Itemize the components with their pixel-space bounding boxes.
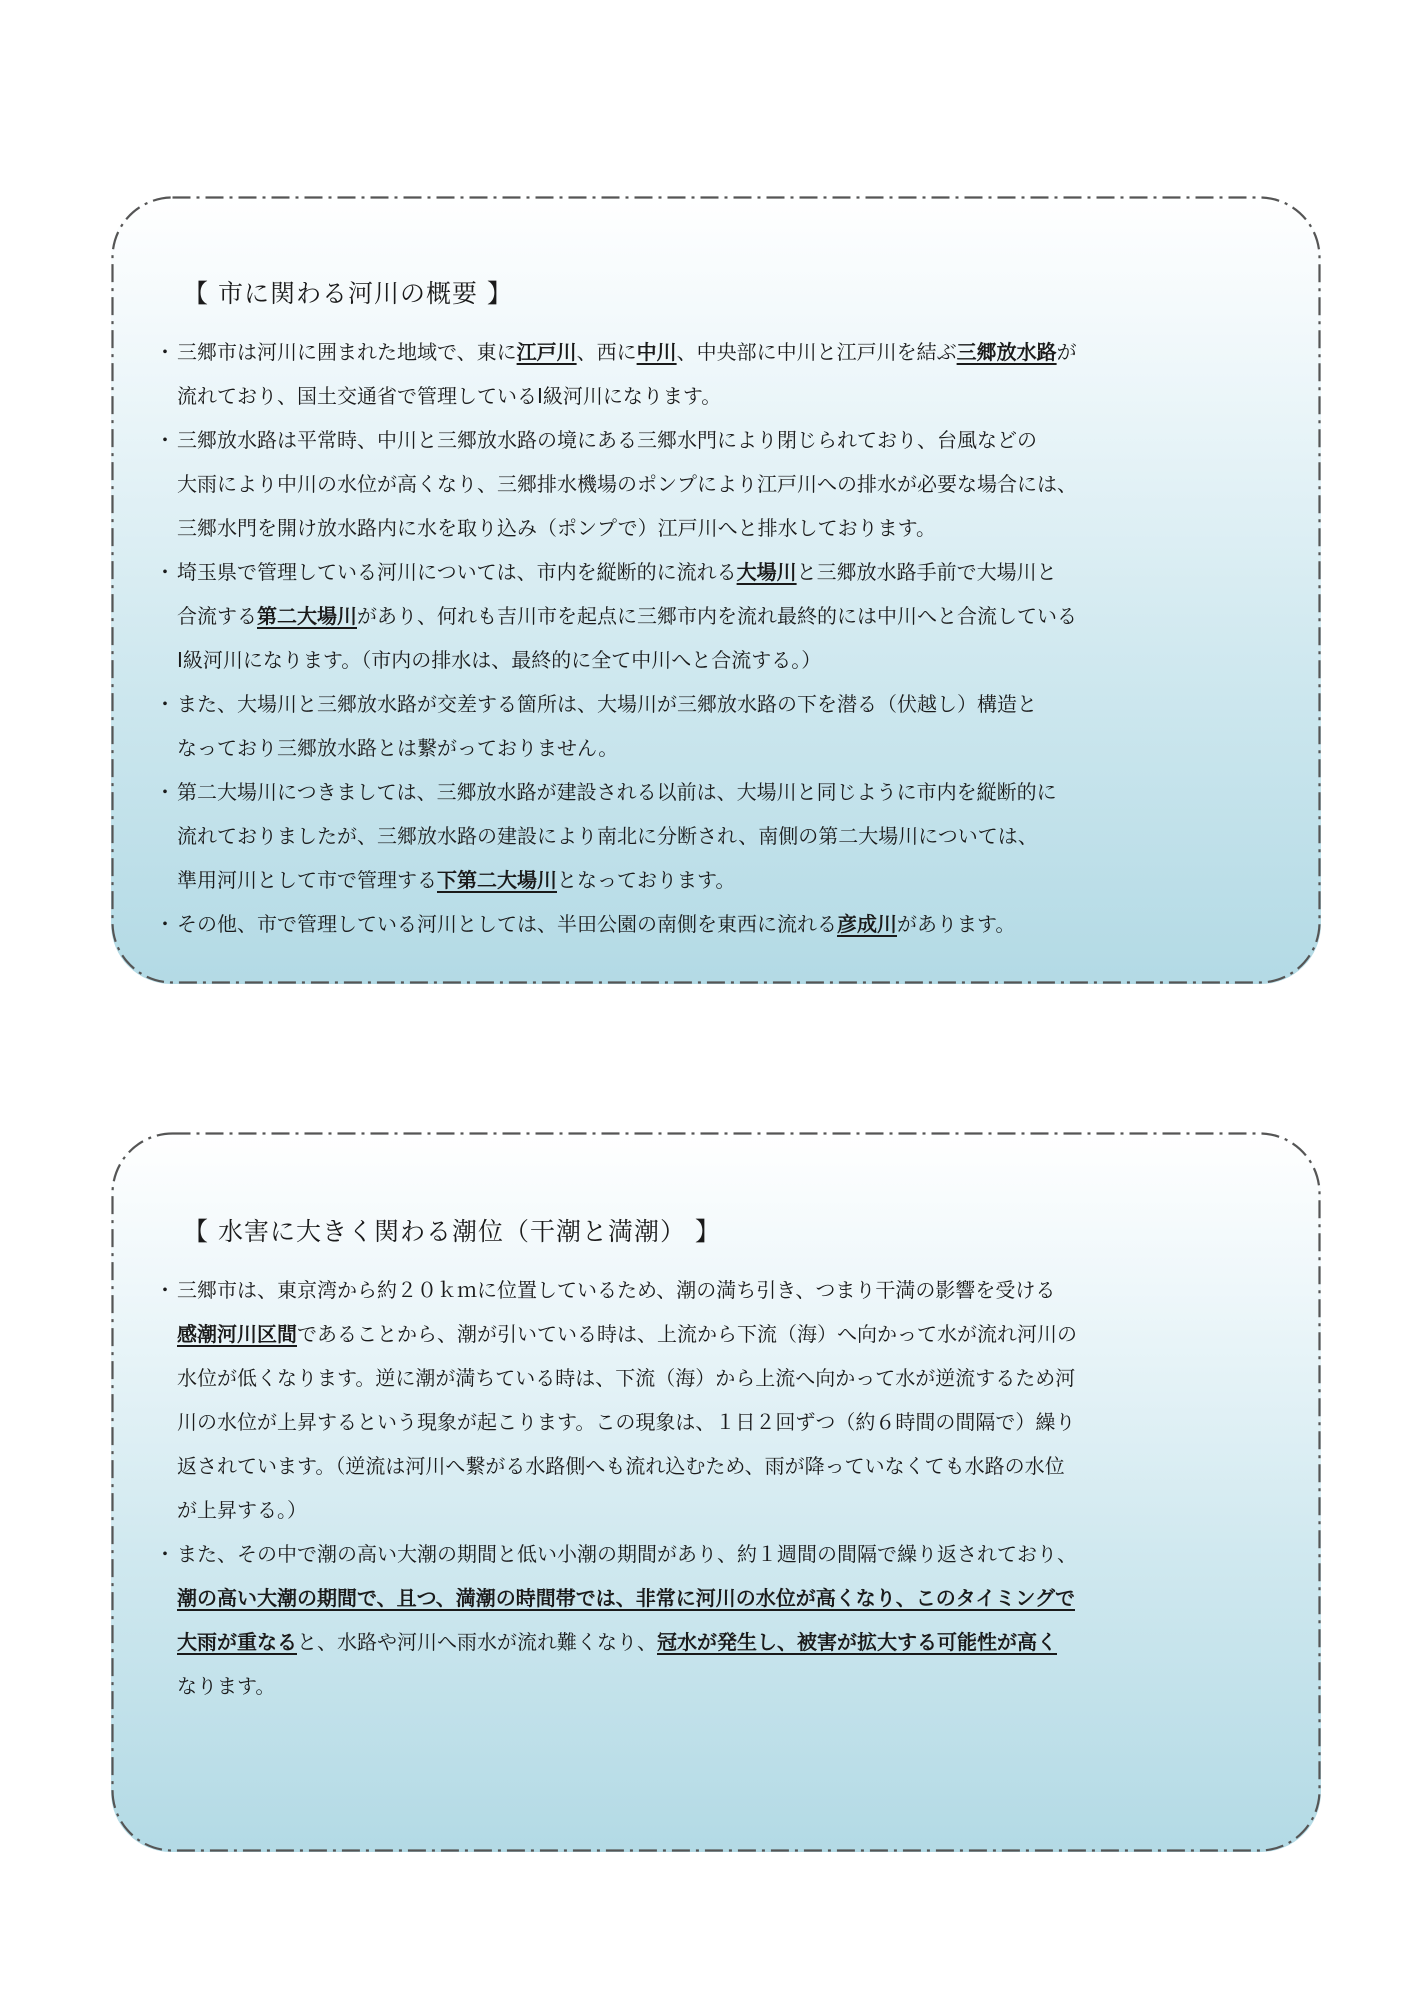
text-line <box>177 550 1307 594</box>
section-body <box>151 1268 1307 1708</box>
text-segment: 大雨により中川の水位が高くなり、三郷排水機場のポンプにより江戸川への排水が必要な場合には、 <box>177 472 1077 496</box>
text-line <box>177 1664 1307 1708</box>
text-segment: なっており三郷放水路とは繋がっておりません。 <box>177 736 619 760</box>
emphasized-term: 冠水が発生し、被害が拡大する可能性が高く <box>657 1630 1057 1654</box>
text-line <box>177 506 1307 550</box>
emphasized-term: 下第二大場川 <box>437 868 557 892</box>
bullet-paragraph <box>151 1532 1307 1708</box>
text-segment: また、大場川と三郷放水路が交差する箇所は、大場川が三郷放水路の下を潜る（伏越し）構造と <box>177 692 1037 716</box>
text-segment: が <box>1056 340 1077 364</box>
emphasized-term: 中川 <box>636 340 677 364</box>
text-segment: 水位が低くなります。逆に潮が満ちている時は、下流（海）から上流へ向かって水が逆流するため河 <box>177 1366 1076 1390</box>
section-title: 【 市に関わる河川の概要 】 <box>183 279 513 308</box>
bullet-paragraph <box>151 902 1307 946</box>
emphasized-term: 大雨が重なる <box>177 1630 297 1654</box>
emphasized-term: 潮の高い大潮の期間で、且つ、満潮の時間帯では、非常に河川の水位が高くなり、このタイミングで <box>177 1586 1075 1610</box>
bullet-paragraph <box>151 330 1307 418</box>
text-segment: があり、何れも吉川市を起点に三郷市内を流れ最終的には中川へと合流している <box>357 604 1077 628</box>
text-line <box>177 1488 1307 1532</box>
text-segment: 三郷市は、東京湾から約２０ｋｍに位置しているため、潮の満ち引き、つまり干満の影響を受ける <box>177 1278 1056 1302</box>
text-segment: なります。 <box>177 1674 276 1698</box>
section-body <box>151 330 1307 946</box>
text-segment: 第二大場川につきましては、三郷放水路が建設される以前は、大場川と同じように市内を縦断的に <box>177 780 1057 804</box>
text-segment: 三郷水門を開け放水路内に水を取り込み（ポンプで）江戸川へと排水しております。 <box>177 516 936 540</box>
text-segment: があります。 <box>897 912 1016 936</box>
text-segment: となっております。 <box>557 868 736 892</box>
text-segment: 準用河川として市で管理する <box>177 868 437 892</box>
bullet-mark: ・ <box>155 780 175 804</box>
text-line <box>177 418 1307 462</box>
emphasized-term: 第二大場川 <box>257 604 357 628</box>
bullet-mark: ・ <box>155 560 175 584</box>
text-segment: また、その中で潮の高い大潮の期間と低い小潮の期間があり、約１週間の間隔で繰り返されており、 <box>177 1542 1077 1566</box>
text-segment: 流れており、国土交通省で管理しているⅠ級河川になります。 <box>177 384 722 408</box>
section-title: 【 水害に大きく関わる潮位（干潮と満潮） 】 <box>183 1217 721 1246</box>
bullet-mark: ・ <box>155 1542 175 1566</box>
text-segment: 埼玉県で管理している河川については、市内を縦断的に流れる <box>177 560 737 584</box>
emphasized-term: 三郷放水路 <box>956 340 1057 364</box>
bullet-mark: ・ <box>155 340 175 364</box>
bullet-mark: ・ <box>155 692 175 716</box>
text-line <box>177 462 1307 506</box>
text-segment: その他、市で管理している河川としては、半田公園の南側を東西に流れる <box>177 912 837 936</box>
text-line <box>177 374 1307 418</box>
text-line <box>177 1620 1307 1664</box>
text-line <box>177 770 1307 814</box>
text-line <box>177 1268 1307 1312</box>
bullet-paragraph <box>151 682 1307 770</box>
emphasized-term: 江戸川 <box>516 340 577 364</box>
river-overview-panel <box>111 196 1321 984</box>
text-segment: 三郷市は河川に囲まれた地域で、東に <box>177 340 517 364</box>
text-line <box>177 726 1307 770</box>
bullet-mark: ・ <box>155 1278 175 1302</box>
bullet-mark: ・ <box>155 428 175 452</box>
emphasized-term: 感潮河川区間 <box>177 1322 297 1346</box>
emphasized-term: 彦成川 <box>837 912 897 936</box>
text-line <box>177 1312 1307 1356</box>
text-line <box>177 1444 1307 1488</box>
text-line <box>177 1356 1307 1400</box>
bullet-paragraph <box>151 418 1307 550</box>
text-segment: 合流する <box>177 604 257 628</box>
text-line <box>177 814 1307 858</box>
text-line <box>177 1532 1307 1576</box>
text-segment: と三郷放水路手前で大場川と <box>796 560 1057 584</box>
text-segment: 、西に <box>576 340 637 364</box>
bullet-paragraph <box>151 550 1307 682</box>
bullet-paragraph <box>151 770 1307 902</box>
text-line <box>177 858 1307 902</box>
text-line <box>177 902 1307 946</box>
text-segment: 川の水位が上昇するという現象が起こります。この現象は、１日２回ずつ（約６時間の間隔で）繰り <box>177 1410 1076 1434</box>
text-segment: と、水路や河川へ雨水が流れ難くなり、 <box>297 1630 657 1654</box>
text-line <box>177 638 1307 682</box>
text-line <box>177 594 1307 638</box>
text-line <box>177 330 1307 374</box>
text-segment: 返されています。（逆流は河川へ繋がる水路側へも流れ込むため、雨が降っていなくても水路の水位 <box>177 1454 1065 1478</box>
text-line <box>177 1576 1307 1620</box>
text-segment: 流れておりましたが、三郷放水路の建設により南北に分断され、南側の第二大場川については、 <box>177 824 1038 848</box>
text-segment: であることから、潮が引いている時は、上流から下流（海）へ向かって水が流れ河川の <box>297 1322 1077 1346</box>
text-line <box>177 682 1307 726</box>
text-segment: が上昇する。） <box>177 1498 307 1522</box>
bullet-paragraph <box>151 1268 1307 1532</box>
text-segment: Ⅰ級河川になります。（市内の排水は、最終的に全て中川へと合流する。） <box>177 648 822 672</box>
emphasized-term: 大場川 <box>736 560 797 584</box>
text-segment: 三郷放水路は平常時、中川と三郷放水路の境にある三郷水門により閉じられており、台風などの <box>177 428 1037 452</box>
bullet-mark: ・ <box>155 912 175 936</box>
text-segment: 、中央部に中川と江戸川を結ぶ <box>676 340 957 364</box>
tide-level-panel <box>111 1132 1321 1852</box>
text-line <box>177 1400 1307 1444</box>
